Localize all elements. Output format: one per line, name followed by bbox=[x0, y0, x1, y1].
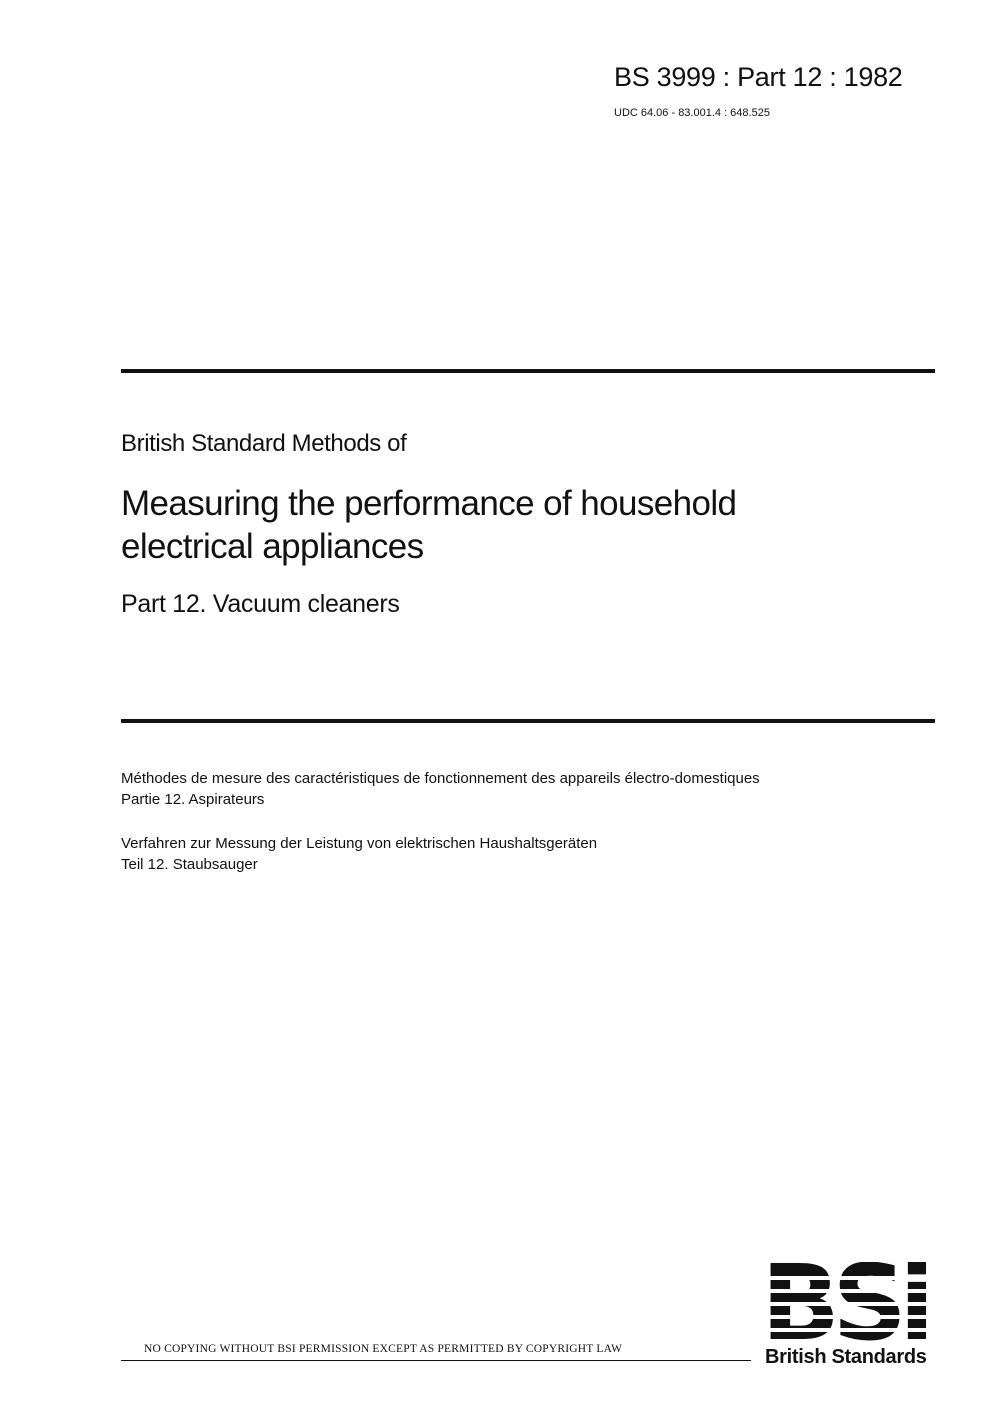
document-title bbox=[121, 482, 881, 568]
copyright-notice: NO COPYING WITHOUT BSI PERMISSION EXCEPT AS PERMITTED BY COPYRIGHT LAW bbox=[144, 1343, 623, 1355]
standard-number: BS 3999 : Part 12 : 1982 bbox=[614, 62, 903, 92]
document-subtitle: British Standard Methods of bbox=[121, 430, 407, 457]
french-title: Méthodes de mesure des caractéristiques de fonctionnement des appareils électro-domestiques bbox=[121, 770, 760, 787]
top-rule bbox=[121, 369, 935, 373]
bsi-logo-icon bbox=[763, 1262, 945, 1342]
bottom-rule bbox=[121, 719, 935, 723]
german-title: Verfahren zur Messung der Leistung von elektrischen Haushaltsgeräten bbox=[121, 835, 598, 852]
document-title-line-1: Measuring the performance of household bbox=[121, 484, 737, 523]
copyright-underline bbox=[121, 1360, 751, 1361]
udc-classification: UDC 64.06 - 83.001.4 : 648.525 bbox=[614, 107, 770, 119]
document-title-line-2: electrical appliances bbox=[121, 527, 424, 566]
french-translation bbox=[121, 768, 760, 810]
french-part: Partie 12. Aspirateurs bbox=[121, 791, 265, 808]
german-translation bbox=[121, 833, 597, 875]
bsi-logo-caption: British Standards bbox=[765, 1346, 927, 1368]
german-part: Teil 12. Staubsauger bbox=[121, 856, 258, 873]
part-title: Part 12. Vacuum cleaners bbox=[121, 590, 400, 618]
